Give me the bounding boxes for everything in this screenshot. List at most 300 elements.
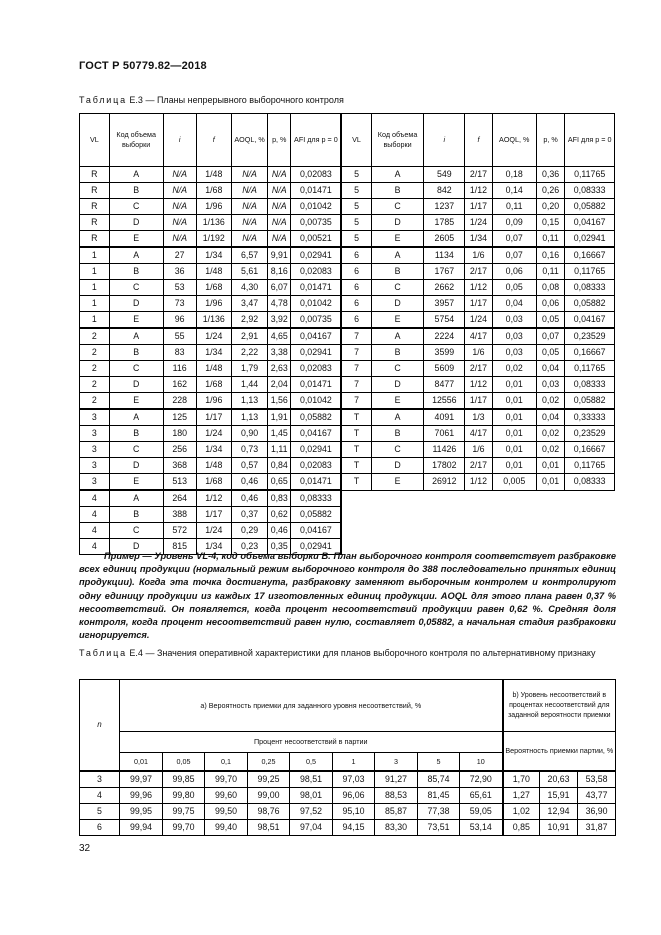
table-cell: 1/12 [465, 474, 493, 491]
table4-caption [79, 648, 619, 659]
table-row [80, 426, 615, 442]
subheader-acceptance-probability: Вероятность приемки партии, % [503, 732, 616, 772]
table-cell: 0,04167 [291, 426, 342, 442]
table-cell: 0,05882 [565, 393, 615, 410]
table-cell: 1134 [424, 247, 465, 264]
table-cell: 0,84 [268, 458, 291, 474]
table-cell: 0,01042 [291, 199, 342, 215]
table-cell: N/A [268, 215, 291, 231]
table-row [80, 183, 615, 199]
table-cell: 99,95 [120, 804, 163, 820]
group-a-header: а) Вероятность приемки для заданного уровня несоответствий, % [120, 680, 503, 732]
table-cell: 99,85 [163, 771, 205, 788]
table-row [80, 442, 615, 458]
table-cell: E [371, 393, 424, 410]
table-cell: 0,15 [536, 215, 565, 231]
table-cell: C [109, 199, 163, 215]
table-cell: 55 [163, 328, 196, 345]
table-cell: A [371, 409, 424, 426]
table-cell: 99,00 [248, 788, 290, 804]
table-cell: A [109, 409, 163, 426]
table-cell: 1,56 [268, 393, 291, 410]
table-cell: 4 [80, 490, 110, 507]
table-cell: C [371, 199, 424, 215]
table-cell: 2/17 [465, 361, 493, 377]
table-cell: 0,14 [492, 183, 536, 199]
table3-body [80, 167, 615, 555]
table-cell: 26912 [424, 474, 465, 491]
example-lead: Пример — Уровень VL-4, код объема выборки В. [104, 551, 331, 561]
table-cell: D [371, 458, 424, 474]
table-cell: 98,76 [248, 804, 290, 820]
table-cell: 65,61 [460, 788, 503, 804]
table-cell: 0,05 [492, 280, 536, 296]
header-i: i [424, 114, 465, 167]
table-cell: 1,27 [503, 788, 540, 804]
table-cell: 1/48 [196, 264, 231, 280]
table-cell: 36,90 [578, 804, 616, 820]
table-cell: 1/136 [196, 215, 231, 231]
table-cell: 12556 [424, 393, 465, 410]
table-cell: 8477 [424, 377, 465, 393]
table-cell: 85,87 [375, 804, 418, 820]
table-cell: 0,01 [536, 474, 565, 491]
table-cell: D [371, 296, 424, 312]
table-cell: 1/12 [465, 280, 493, 296]
table-cell: 8,16 [268, 264, 291, 280]
table4-body [80, 771, 616, 836]
table-cell: 1/192 [196, 231, 231, 248]
table-cell: 0,33333 [565, 409, 615, 426]
defect-level-header: 0,05 [163, 753, 205, 772]
table-cell: 0,02083 [291, 167, 342, 183]
table-cell: 0,46 [268, 523, 291, 539]
table-cell: 7 [341, 328, 371, 345]
table-row [80, 247, 615, 264]
table-cell: 7 [341, 345, 371, 361]
table-cell: 2,63 [268, 361, 291, 377]
table-row [80, 312, 615, 329]
table-cell: R [80, 167, 110, 183]
table-cell: N/A [231, 231, 267, 248]
table-cell: D [371, 377, 424, 393]
document-header: ГОСТ Р 50779.82—2018 [79, 60, 207, 72]
table-cell: 2605 [424, 231, 465, 248]
table-row [80, 328, 615, 345]
table-cell: D [109, 458, 163, 474]
table-cell: 0,05 [536, 345, 565, 361]
table-cell: 6 [341, 296, 371, 312]
table-cell: 162 [163, 377, 196, 393]
table-cell: T [341, 409, 371, 426]
table-row [80, 820, 616, 836]
table-cell: 0,01042 [291, 393, 342, 410]
table-cell: 1,79 [231, 361, 267, 377]
table-cell: 1785 [424, 215, 465, 231]
table-cell: B [109, 264, 163, 280]
table-cell: 572 [163, 523, 196, 539]
table-cell: 1/24 [465, 312, 493, 329]
table-cell: B [109, 507, 163, 523]
defect-level-header: 10 [460, 753, 503, 772]
table-cell: 4 [80, 523, 110, 539]
table-cell: T [341, 442, 371, 458]
table-cell: 3,47 [231, 296, 267, 312]
table-cell: 0,23529 [565, 426, 615, 442]
table-cell: 264 [163, 490, 196, 507]
table-cell: 1,13 [231, 409, 267, 426]
table-cell: 99,50 [205, 804, 248, 820]
table-cell: A [109, 328, 163, 345]
table-cell: 0,08333 [565, 183, 615, 199]
table-cell: 0,11 [536, 231, 565, 248]
table-cell: N/A [231, 167, 267, 183]
table-cell: 0,01 [492, 409, 536, 426]
table-cell: 0,16 [536, 247, 565, 264]
table-cell: 0,08 [536, 280, 565, 296]
table-cell: 0,62 [268, 507, 291, 523]
table-row [80, 264, 615, 280]
table-cell: 0,02083 [291, 458, 342, 474]
table-cell: 6 [341, 264, 371, 280]
table-cell: 125 [163, 409, 196, 426]
table-cell: 3957 [424, 296, 465, 312]
table-cell: 1/34 [465, 231, 493, 248]
header-vl: VL [80, 114, 110, 167]
table-cell: 99,60 [205, 788, 248, 804]
table-cell: 72,90 [460, 771, 503, 788]
table-cell: 95,10 [333, 804, 375, 820]
table-row [80, 167, 615, 183]
table-cell: 1/24 [196, 328, 231, 345]
table-cell: N/A [268, 231, 291, 248]
table-cell: 2,22 [231, 345, 267, 361]
table-cell: A [109, 490, 163, 507]
table-cell: 1/48 [196, 458, 231, 474]
table-cell: D [109, 539, 163, 555]
table-cell: C [371, 280, 424, 296]
table-cell: 5754 [424, 312, 465, 329]
table-cell: 0,05882 [291, 507, 342, 523]
table-cell: 1/12 [196, 490, 231, 507]
table-cell: 6 [341, 247, 371, 264]
table-cell: 2662 [424, 280, 465, 296]
table-cell: 1/24 [465, 215, 493, 231]
table-cell: 99,70 [163, 820, 205, 836]
table-cell: 2 [80, 345, 110, 361]
table4-caption-word: Таблица [79, 648, 127, 658]
table-cell: R [80, 183, 110, 199]
table-row [80, 296, 615, 312]
table-cell: 0,36 [536, 167, 565, 183]
table-cell: 0,11 [492, 199, 536, 215]
table-cell: 77,38 [418, 804, 460, 820]
operating-characteristic-table [79, 679, 616, 836]
table-cell: E [371, 474, 424, 491]
table-cell: 0,65 [268, 474, 291, 491]
table-cell: C [109, 442, 163, 458]
table-cell: 83 [163, 345, 196, 361]
table-cell: 1 [80, 247, 110, 264]
table-cell: 0,09 [492, 215, 536, 231]
table-cell: 0,11765 [565, 167, 615, 183]
table-cell: 1,13 [231, 393, 267, 410]
header-f: f [465, 114, 493, 167]
table-cell: 388 [163, 507, 196, 523]
table-cell: C [109, 361, 163, 377]
table-cell: 7 [341, 393, 371, 410]
table-cell: 256 [163, 442, 196, 458]
table-cell: A [109, 247, 163, 264]
table-cell: 1,11 [268, 442, 291, 458]
table-cell: 0,11765 [565, 458, 615, 474]
table-cell: 3 [80, 458, 110, 474]
example-text: План выборочного контроля соответствует разбраковке всех единиц продукции (нормальный режим выборочного контроля до 388 последовательно принятых единиц продукции). Когда эта точка достигнута, разбраковку заменяют выборочным контролем и контролируют одну единицу продукции из каждых 17 изготовленных единиц продукции. AOQL для этого плана равен 0,37 % несоответствий. Он появляется, когда процент несоответствий продукции равен 0,62 %. Средняя доля контроля, когда процент несоответствий равен нулю, составляет 0,05882, а начальная стадия разбраковки игнорируется. [79, 551, 616, 641]
table-cell: 1/136 [196, 312, 231, 329]
table-cell: 228 [163, 393, 196, 410]
table-cell: 1/17 [196, 507, 231, 523]
table-cell: 0,01 [536, 458, 565, 474]
table3-caption-number: Е.3 [129, 95, 143, 105]
table-cell: 0,02941 [291, 247, 342, 264]
table-cell: A [371, 247, 424, 264]
table-cell: 85,74 [418, 771, 460, 788]
table-cell: 0,02941 [291, 539, 342, 555]
table-cell: 0,35 [268, 539, 291, 555]
table-cell: 0,02941 [565, 231, 615, 248]
table-cell: 2 [80, 393, 110, 410]
table-row [80, 215, 615, 231]
table-cell: 97,04 [290, 820, 333, 836]
table-cell: 2 [80, 361, 110, 377]
table-cell: 0,20 [536, 199, 565, 215]
table-cell: E [109, 312, 163, 329]
table-cell: 98,01 [290, 788, 333, 804]
table-cell: 97,03 [333, 771, 375, 788]
table3-header-row [80, 114, 615, 167]
table-cell: 4,65 [268, 328, 291, 345]
table-cell: 1/96 [196, 199, 231, 215]
defect-level-header: 0,01 [120, 753, 163, 772]
table-cell: 0,07 [492, 231, 536, 248]
table4-caption-number: Е.4 [129, 648, 143, 658]
table-cell: 0,01471 [291, 377, 342, 393]
table-cell: 1/48 [196, 361, 231, 377]
header-sample-code: Код объема выборки [109, 114, 163, 167]
table-cell: 99,75 [163, 804, 205, 820]
table-cell: 0,23529 [565, 328, 615, 345]
table-row [80, 474, 615, 491]
table-cell: 73,51 [418, 820, 460, 836]
table-cell: A [371, 167, 424, 183]
table-cell: E [371, 231, 424, 248]
table-cell: 3,92 [268, 312, 291, 329]
table-cell: 5 [341, 231, 371, 248]
table-cell: E [109, 231, 163, 248]
table-cell: 0,23 [231, 539, 267, 555]
table-cell: 1/6 [465, 442, 493, 458]
table-cell: T [341, 458, 371, 474]
table-cell: 0,85 [503, 820, 540, 836]
table-cell: 10,91 [540, 820, 578, 836]
table-cell: 0,04167 [565, 312, 615, 329]
defect-level-header: 1 [333, 753, 375, 772]
table-cell: 5 [341, 183, 371, 199]
table-cell: N/A [163, 231, 196, 248]
table3-caption-text: — Планы непрерывного выборочного контроля [145, 95, 344, 105]
table-cell: N/A [163, 199, 196, 215]
table-cell: E [109, 474, 163, 491]
table-cell: 0,05882 [291, 409, 342, 426]
example-paragraph [79, 550, 616, 642]
empty-area [341, 490, 614, 555]
table-cell: N/A [231, 183, 267, 199]
table-cell: 0,04 [536, 409, 565, 426]
defect-level-header: 0,1 [205, 753, 248, 772]
table-cell: 0,04167 [291, 523, 342, 539]
table-cell: 99,80 [163, 788, 205, 804]
table-row [80, 788, 616, 804]
table-cell: 0,07 [536, 328, 565, 345]
table-cell: 17802 [424, 458, 465, 474]
table-cell: 5 [341, 167, 371, 183]
table-cell: D [109, 215, 163, 231]
table-cell: R [80, 215, 110, 231]
table-cell: D [109, 296, 163, 312]
table-cell: 0,02 [536, 393, 565, 410]
table-cell: 0,16667 [565, 247, 615, 264]
table-cell: 99,25 [248, 771, 290, 788]
table-row [80, 458, 615, 474]
table-cell: 0,08333 [565, 474, 615, 491]
table-cell: 1,45 [268, 426, 291, 442]
table-cell: 0,03 [492, 312, 536, 329]
table-cell: E [109, 393, 163, 410]
table-cell: 4 [80, 539, 110, 555]
table-cell: 2/17 [465, 167, 493, 183]
table-cell: C [109, 280, 163, 296]
header-i: i [163, 114, 196, 167]
table-cell: 4,78 [268, 296, 291, 312]
table-cell: 0,08333 [291, 490, 342, 507]
table-cell: 81,45 [418, 788, 460, 804]
table-cell: 0,16667 [565, 345, 615, 361]
table-cell: 0,03 [492, 345, 536, 361]
table-cell: 83,30 [375, 820, 418, 836]
table-cell: 53,58 [578, 771, 616, 788]
table-cell: 815 [163, 539, 196, 555]
defect-level-header: 3 [375, 753, 418, 772]
group-b-header: b) Уровень несоответствий в процентах несоответствий для заданной вероятности приемки [503, 680, 616, 732]
table-cell: N/A [163, 183, 196, 199]
table-cell: 3599 [424, 345, 465, 361]
header-p: p, % [268, 114, 291, 167]
table-cell: 96 [163, 312, 196, 329]
table-cell: 0,57 [231, 458, 267, 474]
table-cell: 0,06 [536, 296, 565, 312]
table-cell: 3 [80, 426, 110, 442]
table-cell: T [341, 474, 371, 491]
table-cell: 0,01042 [291, 296, 342, 312]
header-f: f [196, 114, 231, 167]
table-cell: 0,37 [231, 507, 267, 523]
table-row [80, 409, 615, 426]
table-cell: 1/24 [196, 426, 231, 442]
table-row [80, 393, 615, 410]
table-cell: 2,04 [268, 377, 291, 393]
table-cell: 513 [163, 474, 196, 491]
table-cell: 7 [341, 377, 371, 393]
table-row [80, 345, 615, 361]
table-cell: 1/12 [465, 183, 493, 199]
table-cell: 5 [341, 199, 371, 215]
table-cell: 1/24 [196, 523, 231, 539]
table-cell: R [80, 199, 110, 215]
table3-caption [79, 95, 344, 105]
table-cell: 0,73 [231, 442, 267, 458]
table-cell: 99,40 [205, 820, 248, 836]
table-cell: 6 [80, 820, 120, 836]
table-cell: 1/68 [196, 377, 231, 393]
table-cell: 5609 [424, 361, 465, 377]
table-cell: 11426 [424, 442, 465, 458]
table-cell: 0,04 [492, 296, 536, 312]
table-cell: 3 [80, 474, 110, 491]
table-cell: D [109, 377, 163, 393]
table-cell: 2 [80, 328, 110, 345]
table-cell: T [341, 426, 371, 442]
table-cell: 96,06 [333, 788, 375, 804]
table-cell: 6,57 [231, 247, 267, 264]
table-cell: 6,07 [268, 280, 291, 296]
page-number: 32 [79, 843, 91, 854]
table-cell: 0,03 [536, 377, 565, 393]
table-cell: D [371, 215, 424, 231]
table-cell: 99,94 [120, 820, 163, 836]
defect-level-header: 0,5 [290, 753, 333, 772]
table-cell: 73 [163, 296, 196, 312]
table-cell: 9,91 [268, 247, 291, 264]
table-cell: 0,03 [492, 328, 536, 345]
table-cell: 0,18 [492, 167, 536, 183]
table-cell: 1/17 [196, 409, 231, 426]
table-cell: 1,70 [503, 771, 540, 788]
table-cell: 4/17 [465, 426, 493, 442]
table-cell: 6 [341, 312, 371, 329]
table-cell: 1/68 [196, 183, 231, 199]
table-cell: 0,08333 [565, 377, 615, 393]
table-cell: 6 [341, 280, 371, 296]
table-cell: 1/12 [465, 377, 493, 393]
table-cell: 1 [80, 296, 110, 312]
table-cell: N/A [231, 215, 267, 231]
table-cell: 1/6 [465, 247, 493, 264]
table-cell: B [109, 426, 163, 442]
table-cell: N/A [163, 167, 196, 183]
table-cell: 0,005 [492, 474, 536, 491]
table-cell: 0,01471 [291, 280, 342, 296]
header-afi: AFI для p = 0 [565, 114, 615, 167]
table-cell: 94,15 [333, 820, 375, 836]
table-cell: 0,04167 [565, 215, 615, 231]
table-cell: 0,04167 [291, 328, 342, 345]
header-sample-code: Код объема выборки [371, 114, 424, 167]
table-cell: 0,11765 [565, 361, 615, 377]
table-cell: 0,46 [231, 490, 267, 507]
table-cell: 3 [80, 442, 110, 458]
table-cell: 1/17 [465, 296, 493, 312]
header-afi: AFI для p = 0 [291, 114, 342, 167]
